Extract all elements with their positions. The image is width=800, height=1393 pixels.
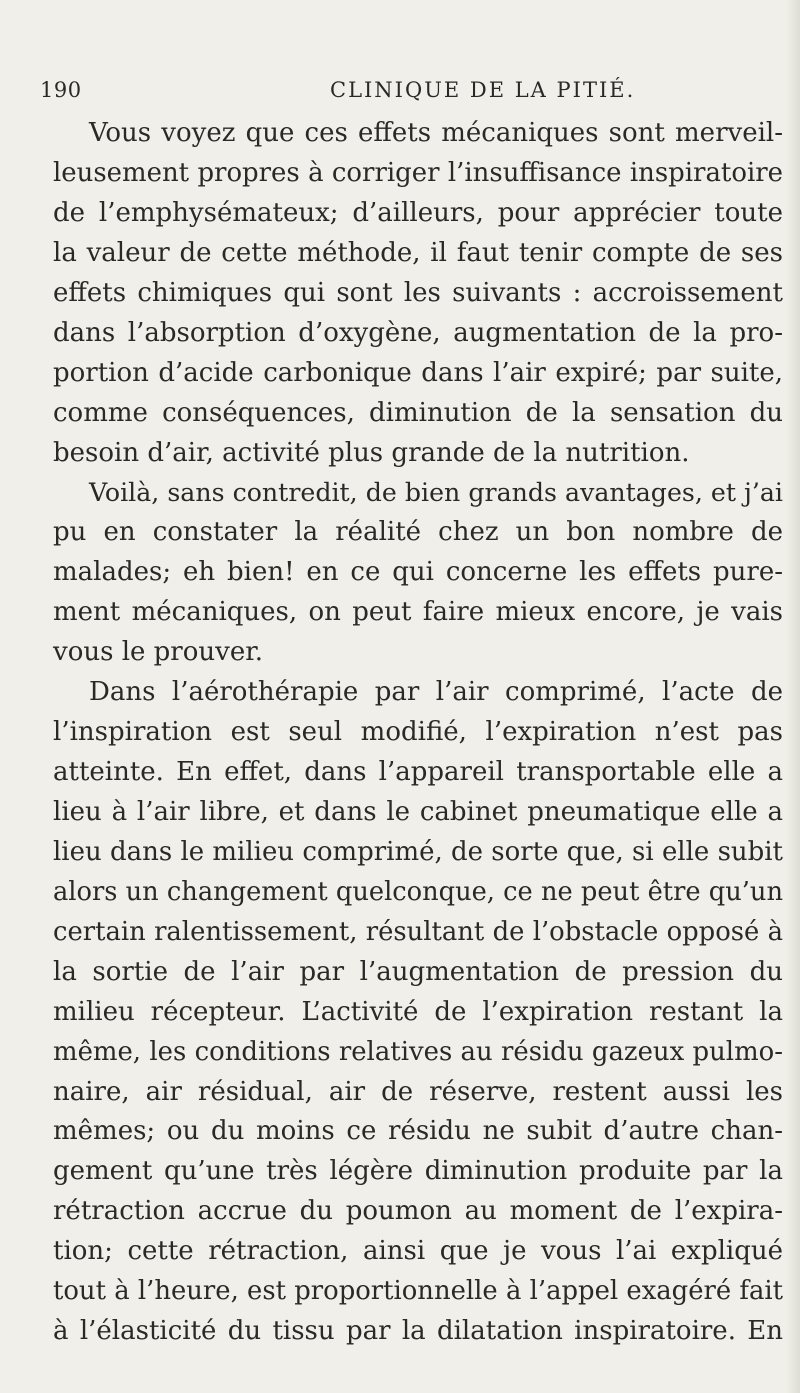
text-line: à l’élasticité du tissu par la dilatation inspiratoire. En <box>53 1316 783 1347</box>
text-line: rétraction accrue du poumon au moment de l’expira- <box>53 1196 783 1227</box>
text-line: même, les conditions relatives au résidu gazeux pulmo- <box>53 1036 783 1067</box>
text-line: la valeur de cette méthode, il faut tenir compte de ses <box>53 237 783 268</box>
text-line: ment mécaniques, on peut faire mieux encore, je vais <box>53 597 783 628</box>
text-line: alors un changement quelconque, ce ne peut être qu’un <box>53 876 783 907</box>
text-line: de l’emphysémateux; d’ailleurs, pour apprécier toute <box>53 197 783 228</box>
running-title: CLINIQUE DE LA PITIÉ. <box>330 78 636 102</box>
text-line: milieu récepteur. L’activité de l’expiration restant la <box>53 996 783 1027</box>
text-line: Vous voyez que ces effets mécaniques sont merveil- <box>89 118 783 148</box>
text-line: l’inspiration est seul modifié, l’expiration n’est pas <box>53 717 783 748</box>
text-line: la sortie de l’air par l’augmentation de pression du <box>53 956 783 987</box>
text-line: Dans l’aérothérapie par l’air comprimé, l’acte de <box>89 677 783 708</box>
text-line: dans l’absorption d’oxygène, augmentation de la pro- <box>53 317 783 348</box>
text-line: vous le prouver. <box>53 637 264 668</box>
text-line: besoin d’air, activité plus grande de la nutrition. <box>53 437 690 468</box>
page-header <box>40 78 770 108</box>
page-edge-shadow <box>786 0 800 1393</box>
text-line: certain ralentissement, résultant de l’obstacle opposé à <box>53 916 783 947</box>
text-line: lieu à l’air libre, et dans le cabinet pneumatique elle a <box>53 796 783 827</box>
text-line: portion d’acide carbonique dans l’air expiré; par suite, <box>53 357 783 388</box>
text-line: malades; eh bien! en ce qui concerne les effets pure- <box>53 557 783 588</box>
text-line: tion; cette rétraction, ainsi que je vous l’ai expliqué <box>53 1236 783 1267</box>
text-line: leusement propres à corriger l’insuffisance inspiratoire <box>53 157 783 188</box>
text-line: tout à l’heure, est proportionnelle à l’appel exagéré fait <box>53 1276 783 1307</box>
text-line: pu en constater la réalité chez un bon nombre de <box>53 517 783 548</box>
text-line: effets chimiques qui sont les suivants : accroissement <box>53 277 783 308</box>
text-line: comme conséquences, diminution de la sensation du <box>53 397 783 428</box>
text-line: mêmes; ou du moins ce résidu ne subit d’autre chan- <box>53 1116 783 1147</box>
text-line: gement qu’une très légère diminution produite par la <box>53 1156 783 1187</box>
text-line: lieu dans le milieu comprimé, de sorte que, si elle subit <box>53 836 783 867</box>
text-line: atteinte. En effet, dans l’appareil transportable elle a <box>53 757 783 787</box>
text-line: Voilà, sans contredit, de bien grands avantages, et j’ai <box>89 478 783 508</box>
page-number: 190 <box>40 78 82 102</box>
text-line: naire, air résidual, air de réserve, restent aussi les <box>53 1076 783 1107</box>
body-text <box>53 114 783 1352</box>
